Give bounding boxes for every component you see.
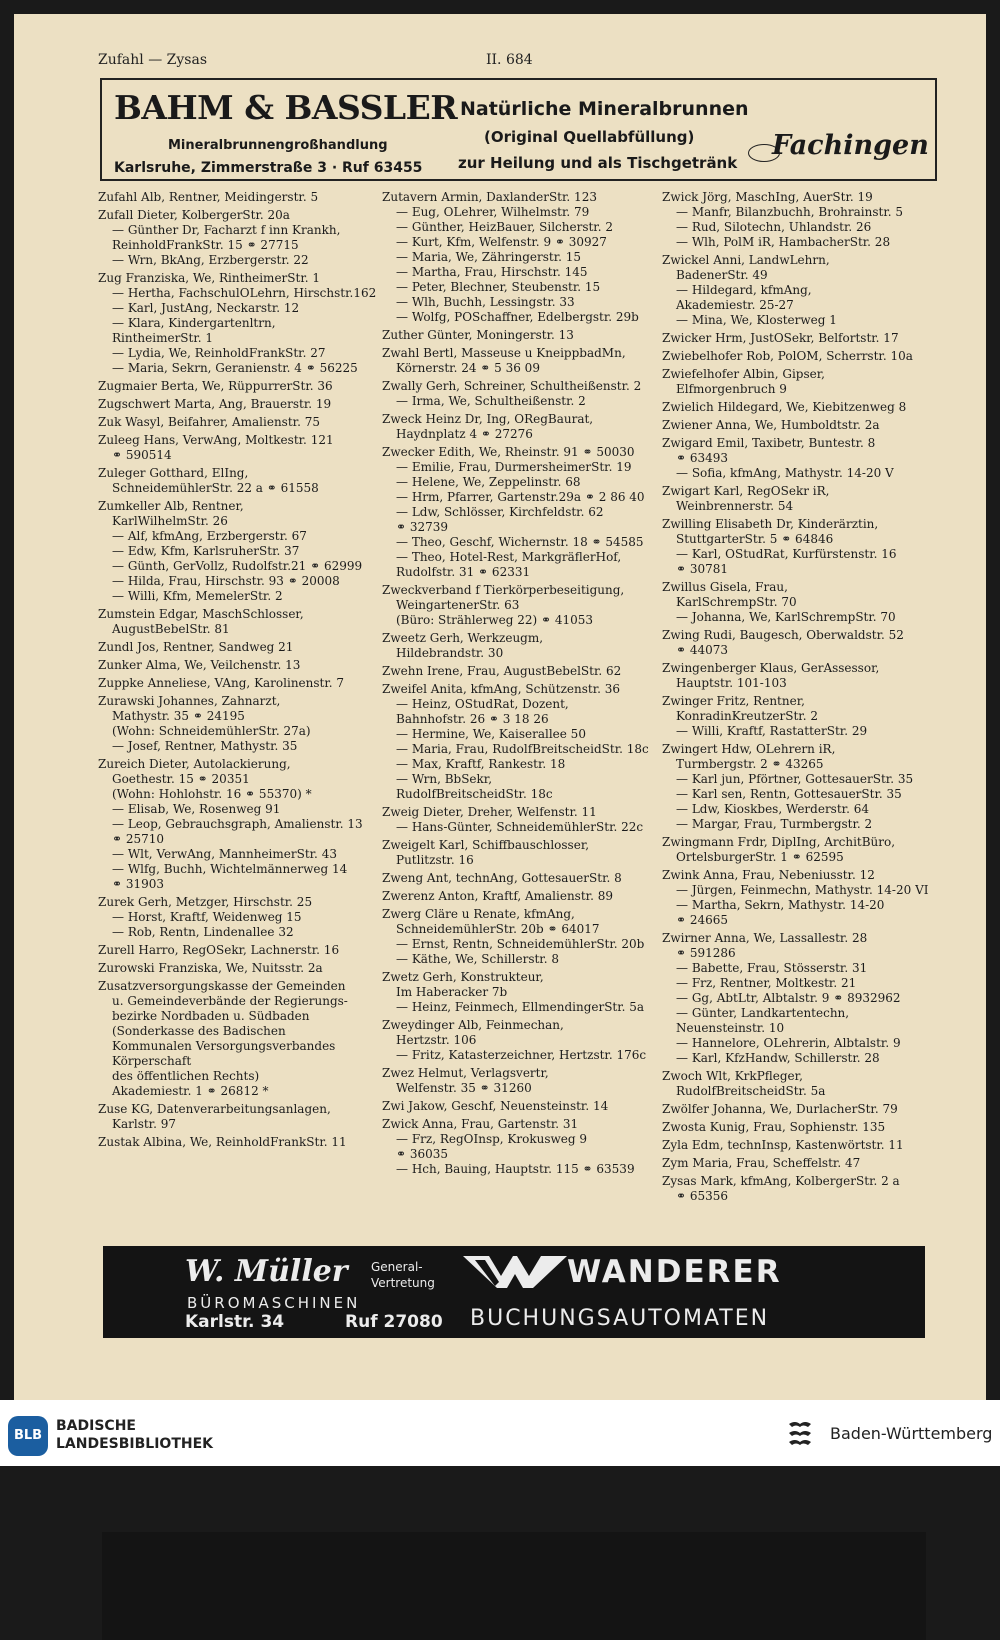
directory-entry: Zusatzversorgungskasse der Gemeinden u. Gemeindeverbände der Regierungs- bezirke Nordbaden u. Südbaden (Sonderkasse des Badischen Kommunalen Versorgungsverbandes Körperschaft des öffentlichen Rechts) Akademiestr. 1 ⚭ 26812 *: [98, 979, 348, 1098]
ad-phone: Ruf 27080: [345, 1312, 443, 1332]
ad-brand-fachingen: Fachingen: [772, 130, 929, 161]
ad-tagline: zur Heilung und als Tischgetränk: [458, 154, 738, 172]
directory-entry: Zwiebelhofer Rob, PolOM, Scherrstr. 10a: [662, 349, 913, 363]
ad-wanderer-logo-text: WANDERER: [567, 1254, 782, 1290]
ad-subtitle: (Original Quellabfüllung): [484, 128, 695, 146]
directory-entry: Zugschwert Marta, Ang, Brauerstr. 19: [98, 397, 332, 411]
ad-firm-subtitle: Mineralbrunnengroßhandlung: [168, 138, 388, 153]
library-name: [56, 1417, 213, 1453]
page-number: II. 684: [486, 52, 533, 68]
directory-entry: Zwielich Hildegard, We, Kiebitzenweg 8: [662, 400, 907, 414]
directory-entry: Zureich Dieter, Autolackierung, Goethestr. 15 ⚭ 20351 (Wohn: Hohlohstr. 16 ⚭ 55370) * — Elisab, We, Rosenweg 91 — Leop, Gebrauchsgraph, Amalienstr. 13 ⚭ 25710 — Wlt, VerwAng, MannheimerStr. 43 — Wlfg, Buchh, Wichtelmännerweg 14 ⚭ 31903: [98, 757, 363, 891]
directory-entry: Zug Franziska, We, RintheimerStr. 1 — Hertha, FachschulOLehrn, Hirschstr.162 — Karl, JustAng, Neckarstr. 12 — Klara, Kindergartenltrn, RintheimerStr. 1 — Lydia, We, ReinholdFrankStr. 27 — Maria, Sekrn, Geranienstr. 4 ⚭ 56225: [98, 271, 377, 375]
directory-entry: Zwosta Kunig, Frau, Sophienstr. 135: [662, 1120, 886, 1134]
directory-entry: Zwerenz Anton, Kraftf, Amalienstr. 89: [382, 889, 613, 903]
directory-entry: Zwoch Wlt, KrkPfleger, RudolfBreitscheidStr. 5a: [662, 1069, 826, 1098]
ad-tagline: BUCHUNGSAUTOMATEN: [470, 1306, 770, 1331]
directory-entry: Zurek Gerh, Metzger, Hirschstr. 25 — Horst, Kraftf, Weidenweg 15 — Rob, Rentn, Lindenallee 32: [98, 895, 313, 939]
directory-entry: Zwölfer Johanna, We, DurlacherStr. 79: [662, 1102, 898, 1116]
directory-entry: Zuleeg Hans, VerwAng, Moltkestr. 121 ⚭ 590514: [98, 433, 334, 462]
directory-entry: Zwigard Emil, Taxibetr, Buntestr. 8 ⚭ 63493 — Sofia, kfmAng, Mathystr. 14-20 V: [662, 436, 894, 480]
directory-entry: Zwickel Anni, LandwLehrn, BadenerStr. 49 — Hildegard, kfmAng, Akademiestr. 25-27 — Mina, We, Klosterweg 1: [662, 253, 837, 327]
directory-entry: Zwilling Elisabeth Dr, Kinderärztin, StuttgarterStr. 5 ⚭ 64846 — Karl, OStudRat, Kurfürstenstr. 16 ⚭ 30781: [662, 517, 897, 576]
directory-entry: Zurowski Franziska, We, Nuitsstr. 2a: [98, 961, 323, 975]
directory-entry: Zwetz Gerh, Konstrukteur, Im Haberacker 7b — Heinz, Feinmech, EllmendingerStr. 5a: [382, 970, 645, 1014]
directory-entry: Zwillus Gisela, Frau, KarlSchrempStr. 70 — Johanna, We, KarlSchrempStr. 70: [662, 580, 896, 624]
directory-entry: Zweng Ant, technAng, GottesauerStr. 8: [382, 871, 622, 885]
directory-entry: Zweck Heinz Dr, Ing, ORegBaurat, Haydnplatz 4 ⚭ 27276: [382, 412, 594, 441]
directory-entry: Zustak Albina, We, ReinholdFrankStr. 11: [98, 1135, 347, 1149]
directory-entry: Zunker Alma, We, Veilchenstr. 13: [98, 658, 301, 672]
directory-entry: Zwingert Hdw, OLehrern iR, Turmbergstr. 2 ⚭ 43265 — Karl jun, Pförtner, GottesauerStr. 35 — Karl sen, Rentn, GottesauerStr. 35 — Ldw, Kioskbes, Werderstr. 64 — Margar, Frau, Turmbergstr. 2: [662, 742, 914, 831]
library-name-line2: LANDESBIBLIOTHEK: [56, 1436, 214, 1452]
directory-entry: Zuk Wasyl, Beifahrer, Amalienstr. 75: [98, 415, 320, 429]
directory-entry: Zurell Harro, RegOSekr, Lachnerstr. 16: [98, 943, 340, 957]
directory-entry: Zym Maria, Frau, Scheffelstr. 47: [662, 1156, 861, 1170]
directory-entry: Zwi Jakow, Geschf, Neuensteinstr. 14: [382, 1099, 609, 1113]
directory-entry: Zwigart Karl, RegOSekr iR, Weinbrennerstr. 54: [662, 484, 830, 513]
directory-entry: Zwecker Edith, We, Rheinstr. 91 ⚭ 50030 — Emilie, Frau, DurmersheimerStr. 19 — Helene, We, Zeppelinstr. 68 — Hrm, Pfarrer, Gartenstr.29a ⚭ 2 86 40 — Ldw, Schlösser, Kirchfeldstr. 62 ⚭ 32739 — Theo, Geschf, Wichernstr. 18 ⚭ 54585 — Theo, Hotel-Rest, MarkgräflerHof, Rudolfstr. 31 ⚭ 62331: [382, 445, 645, 579]
advertisement-bahm-bassler: [100, 78, 937, 181]
directory-entry: Zumkeller Alb, Rentner, KarlWilhelmStr. 26 — Alf, kfmAng, Erzbergerstr. 67 — Edw, Kfm, KarlsruherStr. 37 — Günth, GerVollz, Rudolfstr.21 ⚭ 62999 — Hilda, Frau, Hirschstr. 93 ⚭ 20008 — Willi, Kfm, MemelerStr. 2: [98, 499, 363, 603]
directory-entry: Zweydinger Alb, Feinmechan, Hertzstr. 106 — Fritz, Katasterzeichner, Hertzstr. 176c: [382, 1018, 647, 1062]
directory-entry: Zugmaier Berta, We, RüppurrerStr. 36: [98, 379, 333, 393]
ad-firm-name: BAHM & BASSLER: [114, 88, 458, 127]
directory-entry: Zwerg Cläre u Renate, kfmAng, SchneidemühlerStr. 20b ⚭ 64017 — Ernst, Rentn, SchneidemühlerStr. 20b — Käthe, We, Schillerstr. 8: [382, 907, 645, 966]
directory-entry: Zufahl Alb, Rentner, Meidingerstr. 5: [98, 190, 319, 204]
directory-entry: Zwehn Irene, Frau, AugustBebelStr. 62: [382, 664, 622, 678]
blb-logo-icon: BLB: [8, 1416, 48, 1456]
directory-entry: Zwick Anna, Frau, Gartenstr. 31 — Frz, RegOInsp, Krokusweg 9 ⚭ 36035 — Hch, Bauing, Hauptstr. 115 ⚭ 63539: [382, 1117, 635, 1176]
directory-column-3: [662, 190, 942, 1207]
coat-of-arms-icon: [786, 1418, 818, 1452]
ad-role-line1: General-: [371, 1260, 423, 1274]
ad-role-line2: Vertretung: [371, 1276, 435, 1290]
directory-entry: Zuleger Gotthard, ElIng, SchneidemühlerStr. 22 a ⚭ 61558: [98, 466, 319, 495]
directory-entry: Zweifel Anita, kfmAng, Schützenstr. 36 — Heinz, OStudRat, Dozent, Bahnhofstr. 26 ⚭ 3 18 26 — Hermine, We, Kaiserallee 50 — Maria, Frau, RudolfBreitscheidStr. 18c — Max, Kraftf, Rankestr. 18 — Wrn, BbSekr, RudolfBreitscheidStr. 18c: [382, 682, 649, 801]
directory-entry: Zwirner Anna, We, Lassallestr. 28 ⚭ 591286 — Babette, Frau, Stösserstr. 31 — Frz, Rentner, Moltkestr. 21 — Gg, AbtLtr, Albtalstr. 9 ⚭ 8932962 — Günter, Landkartentechn, Neuensteinstr. 10 — Hannelore, OLehrerin, Albtalstr. 9 — Karl, KfzHandw, Schillerstr. 28: [662, 931, 901, 1065]
wanderer-ad: [103, 1246, 925, 1338]
directory-entry: Zwingenberger Klaus, GerAssessor, Hauptstr. 101-103: [662, 661, 880, 690]
directory-entry: Zweig Dieter, Dreher, Welfenstr. 11 — Hans-Günter, SchneidemühlerStr. 22c: [382, 805, 644, 834]
directory-entry: Zwiefelhofer Albin, Gipser, Elfmorgenbruch 9: [662, 367, 825, 396]
ad-product: BÜROMASCHINEN: [187, 1294, 361, 1312]
directory-entry: Zysas Mark, kfmAng, KolbergerStr. 2 a ⚭ 65356: [662, 1174, 900, 1203]
directory-entry: Zwez Helmut, Verlagsvertr, Welfenstr. 35 ⚭ 31260: [382, 1066, 549, 1095]
directory-entry: Zyla Edm, technInsp, Kastenwörtstr. 11: [662, 1138, 904, 1152]
directory-page: [14, 14, 986, 1400]
directory-entry: Zwink Anna, Frau, Nebeniusstr. 12 — Jürgen, Feinmechn, Mathystr. 14-20 VI — Martha, Sekrn, Mathystr. 14-20 ⚭ 24665: [662, 868, 929, 927]
directory-entry: Zwally Gerh, Schreiner, Schultheißenstr. 2 — Irma, We, Schultheißenstr. 2: [382, 379, 642, 408]
ad-firm-address: Karlsruhe, Zimmerstraße 3 · Ruf 63455: [114, 160, 423, 176]
ad-address: Karlstr. 34: [185, 1312, 285, 1332]
directory-entry: Zuppke Anneliese, VAng, Karolinenstr. 7: [98, 676, 345, 690]
wanderer-w-logo-icon: [463, 1254, 567, 1290]
directory-entry: Zundl Jos, Rentner, Sandweg 21: [98, 640, 294, 654]
directory-entry: Zwingmann Frdr, DiplIng, ArchitBüro, OrtelsburgerStr. 1 ⚭ 62595: [662, 835, 896, 864]
directory-entry: Zwinger Fritz, Rentner, KonradinKreutzerStr. 2 — Willi, Kraftf, RastatterStr. 29: [662, 694, 868, 738]
footer-bar: [0, 1400, 1000, 1466]
directory-entry: Zufall Dieter, KolbergerStr. 20a — Günther Dr, Facharzt f inn Krankh, ReinholdFrankStr. 15 ⚭ 27715 — Wrn, BkAng, Erzbergerstr. 22: [98, 208, 341, 267]
ad-title: Natürliche Mineralbrunnen: [460, 98, 749, 120]
library-name-line1: BADISCHE: [56, 1418, 136, 1434]
ad-muller-brand: W. Müller: [185, 1254, 348, 1289]
directory-entry: Zweigelt Karl, Schiffbauschlosser, Putlitzstr. 16: [382, 838, 590, 867]
directory-entry: Zwing Rudi, Baugesch, Oberwaldstr. 52 ⚭ 44073: [662, 628, 904, 657]
directory-column-1: [98, 190, 378, 1153]
directory-entry: Zwick Jörg, MaschIng, AuerStr. 19 — Manfr, Bilanzbuchh, Brohrainstr. 5 — Rud, Silotechn, Uhlandstr. 26 — Wlh, PolM iR, HambacherStr. 28: [662, 190, 904, 249]
directory-entry: Zuther Günter, Moningerstr. 13: [382, 328, 574, 342]
directory-entry: Zwahl Bertl, Masseuse u KneippbadMn, Körnerstr. 24 ⚭ 5 36 09: [382, 346, 626, 375]
state-name: Baden-Württemberg: [830, 1424, 993, 1443]
running-header-range: Zufahl — Zysas: [98, 52, 208, 68]
directory-entry: Zwiener Anna, We, Humboldtstr. 2a: [662, 418, 880, 432]
directory-entry: Zurawski Johannes, Zahnarzt, Mathystr. 35 ⚭ 24195 (Wohn: SchneidemühlerStr. 27a) — Josef, Rentner, Mathystr. 35: [98, 694, 311, 753]
directory-entry: Zumstein Edgar, MaschSchlosser, AugustBebelStr. 81: [98, 607, 304, 636]
advertisement-wanderer-content: [102, 1532, 926, 1626]
directory-column-2: [382, 190, 664, 1180]
directory-entry: Zutavern Armin, DaxlanderStr. 123 — Eug, OLehrer, Wilhelmstr. 79 — Günther, HeizBauer, Silcherstr. 2 — Kurt, Kfm, Welfenstr. 9 ⚭ 30927 — Maria, We, Zähringerstr. 15 — Martha, Frau, Hirschstr. 145 — Peter, Blechner, Steubenstr. 15 — Wlh, Buchh, Lessingstr. 33 — Wolfg, POSchaffner, Edelbergstr. 29b: [382, 190, 639, 324]
directory-entry: Zweetz Gerh, Werkzeugm, Hildebrandstr. 30: [382, 631, 544, 660]
directory-entry: Zwicker Hrm, JustOSekr, Belfortstr. 17: [662, 331, 899, 345]
directory-entry: Zuse KG, Datenverarbeitungsanlagen, Karlstr. 97: [98, 1102, 331, 1131]
directory-entry: Zweckverband f Tierkörperbeseitigung, WeingartenerStr. 63 (Büro: Strählerweg 22) ⚭ 41053: [382, 583, 625, 627]
